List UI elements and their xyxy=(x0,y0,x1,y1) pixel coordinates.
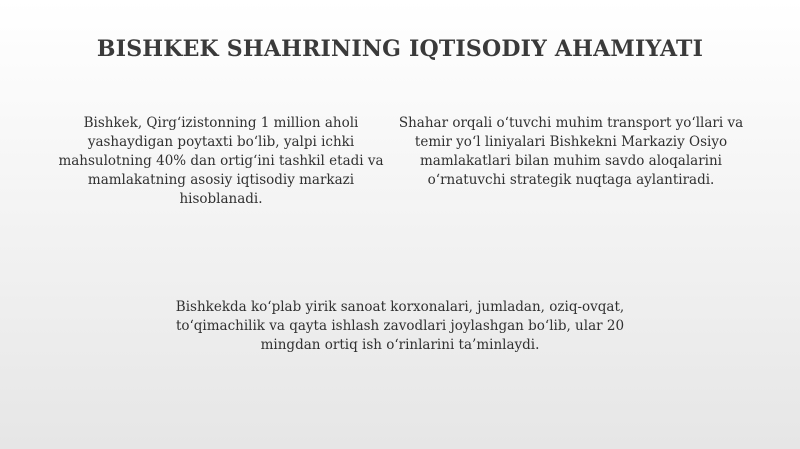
right-text-block: Shahar orqali o‘tuvchi muhim transport yo‘llari va temir yo‘l liniyalari Bishkekni Markaziy Osiyo mamlakatlari bilan muhim savdo aloqalarini o‘rnatuvchi strategik nuqtaga aylantiradi. xyxy=(398,115,744,188)
bottom-text-block: Bishkekda ko‘plab yirik sanoat korxonalari, jumladan, oziq-ovqat, to‘qimachilik va qayta ishlash zavodlari joylashgan bo‘lib, ular 20 mingdan ortiq ish o‘rinlarini ta’minlaydi. xyxy=(175,299,625,353)
left-text-block: Bishkek, Qirg‘izistonning 1 million aholi yashaydigan poytaxti bo‘lib, yalpi ichki mahsulotning 40% dan ortig‘ini tashkil etadi va mamlakatning asosiy iqtisodiy markazi hisoblanadi. xyxy=(58,115,384,207)
slide-title: BISHKEK SHAHRINING IQTISODIY AHAMIYATI xyxy=(96,36,704,62)
